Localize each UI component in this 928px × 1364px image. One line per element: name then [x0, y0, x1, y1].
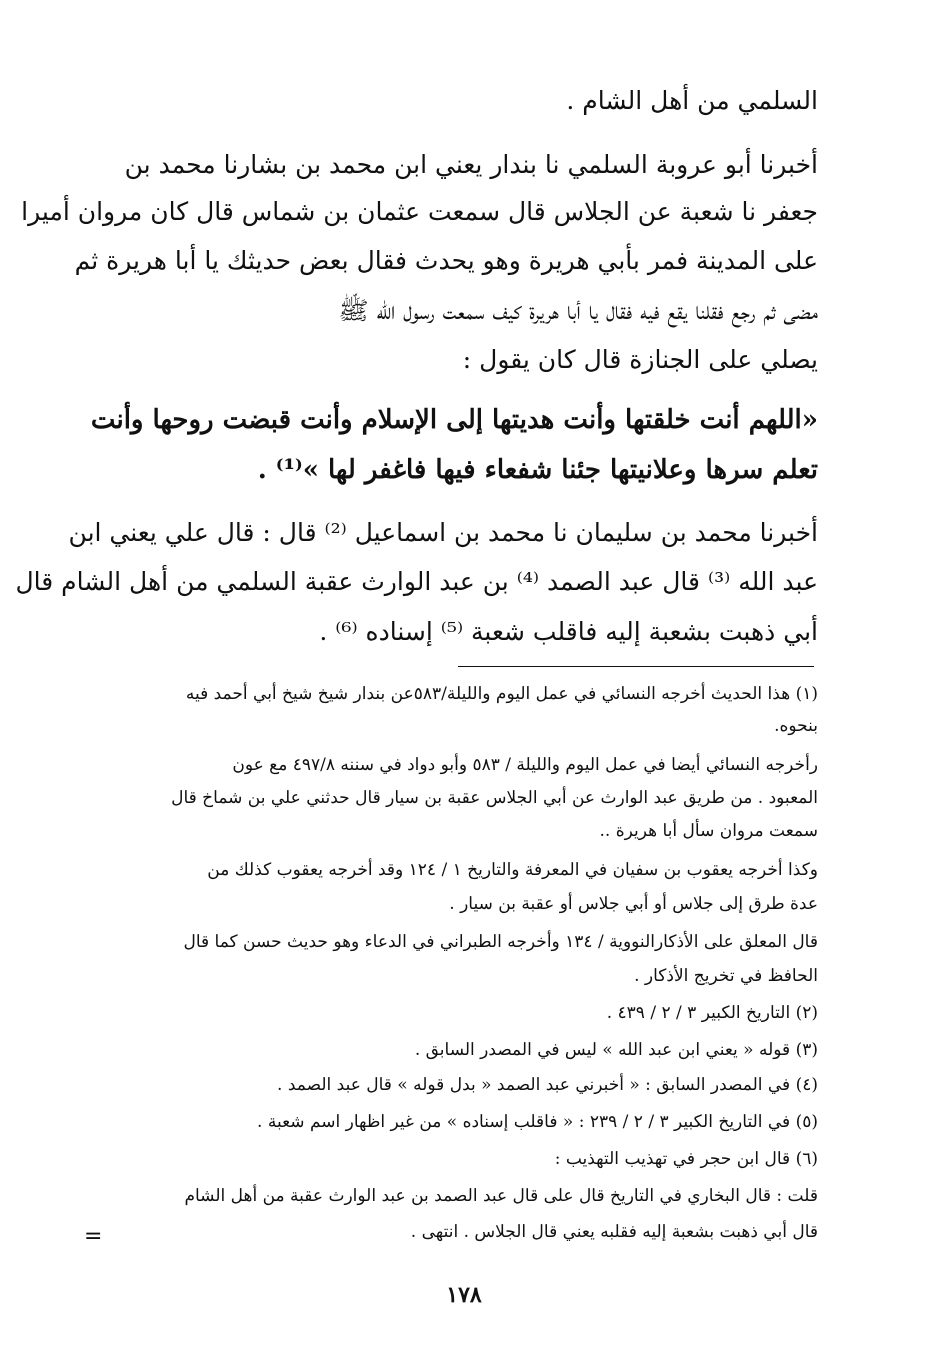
body-line: السلمي من أهل الشام . — [566, 86, 818, 115]
body-line: أخبرنا محمد بن سليمان نا محمد بن اسماعيل ⁽²⁾ قال : قال علي يعني ابن — [68, 518, 818, 547]
footnote-line: (٦) قال ابن حجر في تهذيب التهذيب : — [554, 1149, 818, 1169]
footnote-line: وكذا أخرجه يعقوب بن سفيان في المعرفة والتاريخ ١ / ١٢٤ وقد أخرجه يعقوب كذلك من — [207, 860, 818, 880]
footnote-line: قال المعلق على الأذكارالنووية / ١٣٤ وأخرجه الطبراني في الدعاء وهو حديث حسن كما قال — [183, 932, 818, 952]
footnote-line: (١) هذا الحديث أخرجه النسائي في عمل اليوم والليلة/٥٨٣عن بندار شيخ شيخ أبي أحمد فيه — [185, 684, 818, 704]
prayer-line: تعلم سرها وعلانيتها جئنا شفعاء فيها فاغفر لها »⁽¹⁾ . — [257, 455, 818, 485]
body-line: مضى ثم رجع فقلنا يقع فيه فقال يا أبا هريرة كيف سمعت رسول الله ﷺ — [338, 296, 818, 325]
footnote-line: (٢) التاريخ الكبير ٣ / ٢ / ٤٣٩ . — [606, 1003, 818, 1023]
body-line: يصلي على الجنازة قال كان يقول : — [462, 345, 818, 374]
body-line: على المدينة فمر بأبي هريرة وهو يحدث فقال بعض حديثك يا أبا هريرة ثم — [74, 246, 818, 275]
body-line: أخبرنا أبو عروبة السلمي نا بندار يعني ابن محمد بن بشارنا محمد بن — [124, 150, 818, 179]
body-line: أبي ذهبت بشعبة إليه فاقلب شعبة ⁽⁵⁾ إسناده ⁽⁶⁾ . — [319, 617, 818, 646]
footnote-line: قلت : قال البخاري في التاريخ قال على قال عبد الصمد بن عبد الوارث عقبة من أهل الشام — [184, 1186, 818, 1206]
footnote-line: (٤) في المصدر السابق : « أخبرني عبد الصمد « بدل قوله » قال عبد الصمد . — [277, 1075, 818, 1095]
footnote-line: قال أبي ذهبت بشعبة إليه فقلبه يعني قال الجلاس . انتهى . — [410, 1222, 818, 1242]
footnote-line: الحافظ في تخريج الأذكار . — [634, 966, 818, 986]
page-number: ١٧٨ — [446, 1282, 482, 1308]
prayer-line: «اللهم أنت خلقتها وأنت هديتها إلى الإسلام وأنت قبضت روحها وأنت — [90, 405, 818, 435]
footnote-line: المعبود . من طريق عبد الوارث عن أبي الجلاس عقبة بن سيار قال حدثني علي بن شماخ قال — [171, 788, 818, 808]
footnote-line: سمعت مروان سأل أبا هريرة .. — [599, 821, 818, 841]
footnote-separator — [458, 666, 814, 667]
footnote-line: عدة طرق إلى جلاس أو أبي جلاس أو عقبة بن سيار . — [449, 894, 818, 914]
body-line: عبد الله ⁽³⁾ قال عبد الصمد ⁽⁴⁾ بن عبد الوارث عقبة السلمي من أهل الشام قال — [15, 567, 818, 596]
body-line: جعفر نا شعبة عن الجلاس قال سمعت عثمان بن شماس قال كان مروان أميرا — [21, 197, 818, 226]
footnote-line: رأخرجه النسائي أيضا في عمل اليوم والليلة / ٥٨٣ وأبو دواد في سننه ٤٩٧/٨ مع عون — [232, 755, 818, 775]
footnote-line: (٥) في التاريخ الكبير ٣ / ٢ / ٢٣٩ : « فاقلب إسناده » من غير اظهار اسم شعبة . — [257, 1112, 818, 1132]
footnote-line: بنحوه. — [774, 716, 818, 736]
footnote-line: (٣) قوله « يعني ابن عبد الله » ليس في المصدر السابق . — [414, 1040, 818, 1060]
continuation-mark: = — [84, 1224, 103, 1249]
